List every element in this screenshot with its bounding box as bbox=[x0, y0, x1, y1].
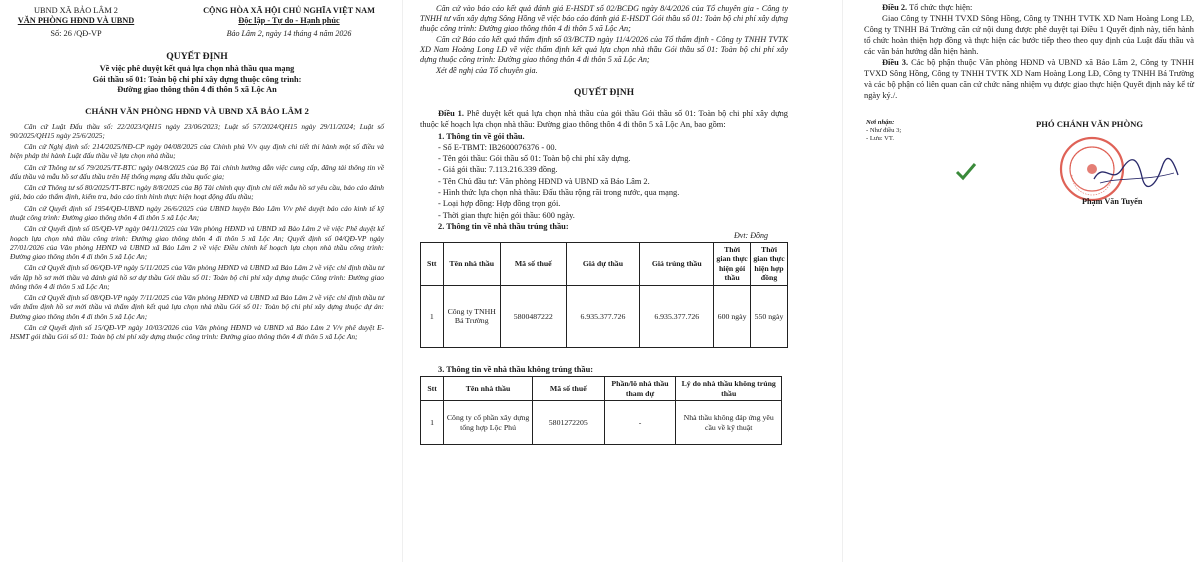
section-losing-bidder-wrap bbox=[420, 364, 788, 375]
issuing-authority: CHÁNH VĂN PHÒNG HĐND VÀ UBND XÃ BẢO LÂM 2 bbox=[85, 105, 309, 116]
legal-basis-item: Căn cứ Nghị định số: 214/2025/NĐ-CP ngày 04/08/2025 của Chính phủ V/v quy định chi tiết thi hành một số điều và biện pháp thi hành Luật đấu thầu về lựa chọn nhà thầu; bbox=[10, 142, 384, 161]
article-1-text: Phê duyệt kết quả lựa chọn nhà thầu của gói thầu Gói thầu số 01: Toàn bộ chi phí xây dựng thuộc kế hoạch lựa chọn nhà thầu: Đường giao thông thôn 4 đi thôn 5 xã Lộc An, bao gồm: bbox=[420, 109, 788, 130]
package-info-item: - Tên Chủ đầu tư: Văn phòng HĐND và UBND xã Bảo Lâm 2. bbox=[438, 176, 650, 186]
nation-name: CỘNG HÒA XÃ HỘI CHỦ NGHĨA VIỆT NAM bbox=[203, 6, 375, 15]
package-info-item: - Số E-TBMT: IB2600076376 - 00. bbox=[438, 142, 557, 152]
article-3-text: Các bộ phận thuộc Văn phòng HĐND và UBND xã Bảo Lâm 2, Công ty TNHH TVXD Sông Hồng, Công ty TNHH TVTK XD Nam Hoàng Long LĐ, Công ty TNHH Bá Trường và các bộ phận có liên quan căn cứ chức năng nhiệm vụ được giao thực hiện Quyết định này kể từ ngày ký./. bbox=[864, 58, 1195, 100]
losing-bidder-table bbox=[420, 376, 782, 445]
article-2-label: Điều 2. bbox=[882, 3, 908, 12]
package-info-item: - Giá gói thầu: 7.113.216.339 đồng. bbox=[438, 165, 558, 175]
decision-heading: QUYẾT ĐỊNH bbox=[574, 88, 634, 98]
article-1-label: Điều 1. bbox=[438, 109, 464, 118]
article-1 bbox=[420, 108, 788, 242]
document-page-2 bbox=[406, 0, 804, 562]
document-header bbox=[10, 6, 384, 39]
org-parent: UBND XÃ BẢO LÂM 2 bbox=[34, 6, 118, 15]
currency-unit: Đvt: Đồng bbox=[734, 231, 768, 241]
issue-date: Bảo Lâm 2, ngày 14 tháng 4 năm 2026 bbox=[226, 29, 352, 38]
section-winning-bidder: 2. Thông tin về nhà thầu trúng thầu: bbox=[438, 221, 569, 231]
article-2-title: Tổ chức thực hiện: bbox=[907, 3, 973, 12]
package-info-item: - Thời gian thực hiện gói thầu: 600 ngày. bbox=[438, 210, 575, 220]
legal-basis-list bbox=[10, 122, 384, 342]
legal-basis-item: Căn cứ Luật Đấu thầu số: 22/2023/QH15 ngày 23/06/2023; Luật số 57/2024/QH15 ngày 29/11/2024; Luật số 90/2025/QH15 ngày 25/6/2025; bbox=[10, 121, 384, 140]
handwritten-signature-icon bbox=[1090, 155, 1180, 191]
table-row: 1 Công ty TNHH Bá Trường 5800487222 6.935.377.726 6.935.377.726 600 ngày 550 ngày bbox=[421, 285, 788, 347]
table-header-row: Stt Tên nhà thầu Mã số thuế Giá dự thầu Giá trúng thầu Thời gian thực hiện gói thầu Thời gian thực hiện hợp đồng bbox=[421, 242, 788, 285]
signature-block bbox=[864, 115, 1194, 255]
legal-basis-item: Căn cứ Quyết định số 06/QĐ-VP ngày 5/11/2025 của Văn phòng HĐND và UBND xã Bảo Lâm 2 về việc chỉ định thầu tư vấn lập hồ sơ mời thầu và đánh giá hồ sơ dự thầu Gói thầu số 01: Toàn bộ chi phí xây dựng thuộc Công trình: Đường giao thông thôn 4 đi thôn 5 xã Lộc An; bbox=[10, 263, 384, 291]
signer-title: PHÓ CHÁNH VĂN PHÒNG bbox=[1036, 119, 1144, 129]
recipients: Nơi nhận: - Như điều 3; - Lưu: VT. bbox=[866, 119, 902, 142]
legal-basis-item: Căn cứ vào báo cáo kết quả đánh giá E-HSDT số 02/BCĐG ngày 8/4/2026 của Tổ chuyên gia - Công ty TNHH tư vấn xây dựng Sông Hồng về việc báo cáo đánh giá E-HSDT Gói thầu số 01: Toàn bộ chi phí xây dựng thuộc công trình: Đường giao thông thôn 4 đi thôn 5 xã Lộc An; bbox=[420, 4, 788, 33]
legal-basis-continued bbox=[420, 4, 788, 76]
digital-signature-check-icon bbox=[954, 159, 978, 183]
issuing-org bbox=[10, 6, 142, 39]
legal-basis-item: Căn cứ Quyết định số 1954/QĐ-UBND ngày 26/6/2025 của UBND huyện Bảo Lâm V/v phê duyệt báo cáo kinh tế kỹ thuật công trình: Đường giao thông thôn 4 đi thôn 5 xã Lộc An; bbox=[10, 203, 384, 223]
legal-basis-item: Xét đề nghị của Tổ chuyên gia. bbox=[436, 66, 538, 75]
legal-basis-item: Căn cứ Quyết định số 15/QĐ-VP ngày 10/03/2026 của Văn phòng HĐND và UBND xã Bảo Lâm 2 V/v phê duyệt E-HSMT gói thầu Gói số 01: Toàn bộ chi phí xây dựng thuộc công trình: Đường giao thông thôn 4 đi thôn 5 xã Lộc An; bbox=[10, 323, 384, 342]
winning-bidder-table bbox=[420, 242, 788, 348]
table-row: 1 Công ty cổ phần xây dựng tổng hợp Lộc Phú 5801272205 - Nhà thầu không đáp ứng yêu cầu về kỹ thuật bbox=[421, 401, 782, 445]
org-name: VĂN PHÒNG HĐND VÀ UBND bbox=[17, 16, 135, 25]
section-package-info: 1. Thông tin về gói thầu. bbox=[438, 131, 525, 141]
legal-basis-item: Căn cứ Quyết định số 08/QĐ-VP ngày 7/11/2025 của Văn phòng HĐND và UBND xã Bảo Lâm 2 về việc chỉ định thầu tư vấn thẩm định hồ sơ mời thầu và thẩm định kết quả lựa chọn nhà thầu Gói số 01: Toàn bộ chi phí xây dựng thuộc dự án: Đường giao thông thôn 4 đi thôn 5 xã Lộc An; bbox=[10, 293, 384, 321]
page-divider bbox=[842, 0, 843, 562]
article-3-label: Điều 3. bbox=[882, 58, 909, 67]
legal-basis-item: Căn cứ Thông tư số 80/2025/TT-BTC ngày 8/8/2025 của Bộ Tài chính quy định chi tiết mẫu hồ sơ yêu cầu, báo cáo đánh giá, báo cáo thẩm định, kiểm tra, báo cáo tình hình thực hiện hoạt động đấu thầu; bbox=[10, 183, 384, 202]
package-info-item: - Hình thức lựa chọn nhà thầu: Đấu thầu rộng rãi trong nước, qua mạng. bbox=[438, 188, 680, 198]
decision-title: QUYẾT ĐỊNH bbox=[166, 51, 228, 62]
table-header-row: Stt Tên nhà thầu Mã số thuế Phần/lô nhà thầu tham dự Lý do nhà thầu không trúng thầu bbox=[421, 377, 782, 401]
article-2-text: Giao Công ty TNHH TVXD Sông Hồng, Công ty TNHH TVTK XD Nam Hoàng Long LĐ, Công ty TNHH Bá Trường căn cứ nội dung được phê duyệt tại Điều 1 Quyết định này, tiến hành tổ chức hoàn thiện hợp đồng và thực hiện các bước tiếp theo theo quy định của Luật đấu thầu và các văn bản hướng dẫn hiện hành. bbox=[864, 14, 1194, 56]
legal-basis-item: Căn cứ Báo cáo kết quả thẩm định số 03/BCTĐ ngày 11/4/2026 của Tổ thẩm định - Công ty TNHH TVTK XD Nam Hoàng Long LĐ về việc thẩm định kết quả lựa chọn nhà thầu Gói thầu số 01: Toàn bộ chi phí xây dựng thuộc công trình: Đường giao thông thôn 4 đi thôn 5 xã Lộc An; bbox=[420, 35, 788, 64]
articles-2-3 bbox=[864, 2, 1194, 101]
legal-basis-item: Căn cứ Thông tư số 79/2025/TT-BTC ngày 04/8/2025 của Bộ Tài chính hướng dẫn việc cung cấp, đăng tải thông tin về đấu thầu và mẫu hồ sơ đấu thầu trên Hệ thống mạng đấu thầu quốc gia; bbox=[10, 162, 384, 181]
package-info-item: - Tên gói thầu: Gói thầu số 01: Toàn bộ chi phí xây dựng. bbox=[438, 154, 631, 164]
decision-subject: Về việc phê duyệt kết quả lựa chọn nhà thầu qua mạng Gói thầu số 01: Toàn bộ chi phí xây dựng thuộc công trình: Đường giao thông thôn 4 đi thôn 5 xã Lộc An bbox=[92, 64, 302, 94]
motto: Độc lập - Tự do - Hạnh phúc bbox=[238, 16, 340, 25]
legal-basis-item: Căn cứ Quyết định số 05/QĐ-VP ngày 04/11/2025 của Văn phòng HĐND và UBND xã Bảo Lâm 2 về việc Phê duyệt kế hoạch lựa chọn nhà thầu công trình: Đường giao thông thôn 4 đi thôn 5 xã Lộc An; Quyết định số 04/QĐ-VP ngày 27/01/2026 của Văn phòng HĐND và UBND xã Bảo Lâm 2 về việc Điều chỉnh kế hoạch lựa chọn nhà thầu công trình: Đường giao thông thôn 4 đi thôn 5 xã Lộc An; bbox=[10, 224, 384, 262]
package-info-item: - Loại hợp đồng: Hợp đồng trọn gói. bbox=[438, 199, 561, 209]
decision-number: Số: 26 /QĐ-VP bbox=[50, 29, 102, 38]
signer-name: Phạm Văn Tuyến bbox=[1082, 197, 1143, 206]
document-page-1 bbox=[0, 0, 398, 562]
document-page-3 bbox=[850, 0, 1200, 562]
section-losing-bidder: 3. Thông tin về nhà thầu không trúng thầu: bbox=[438, 364, 594, 374]
national-motto bbox=[194, 6, 384, 39]
page-divider bbox=[402, 0, 403, 562]
